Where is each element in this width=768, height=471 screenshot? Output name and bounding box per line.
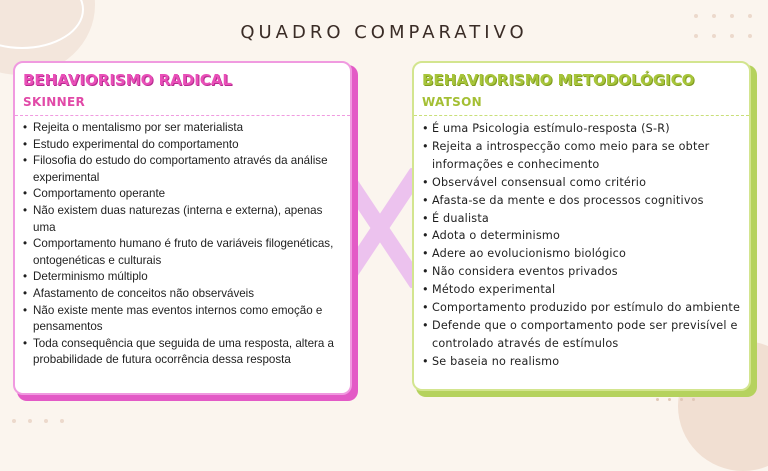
list-item: • Não considera eventos privados [422,263,743,281]
right-card-list [414,120,749,371]
right-card-divider [414,115,749,116]
left-card-title: BEHAVIORISMO RADICAL [23,71,232,89]
left-card-subtitle: SKINNER [23,95,86,109]
list-item: • Não existem duas naturezas (interna e externa), apenas uma [23,203,344,236]
list-item: • É dualista [422,210,743,228]
list-item: • Adota o determinismo [422,227,743,245]
left-card [13,61,352,395]
list-item: • Estudo experimental do comportamento [23,137,344,154]
list-item: • É uma Psicologia estímulo-resposta (S-R) [422,120,743,138]
list-item: • Comportamento produzido por estímulo do ambiente [422,299,743,317]
list-item: • Método experimental [422,281,743,299]
left-card-list [15,120,350,369]
list-item: • Rejeita a introspecção como meio para se obter informações e conhecimento [422,138,743,174]
right-card-header [414,63,749,115]
list-item: • Filosofia do estudo do comportamento através da análise experimental [23,153,344,186]
list-item: • Observável consensual como critério [422,174,743,192]
list-item: • Toda consequência que seguida de uma resposta, altera a probabilidade de futura ocorrência dessa resposta [23,336,344,369]
list-item: • Comportamento humano é fruto de variáveis filogenéticas, ontogenéticas e culturais [23,236,344,269]
right-card-subtitle: WATSON [422,95,482,109]
list-item: • Comportamento operante [23,186,344,203]
page-title: QUADRO COMPARATIVO [240,22,528,43]
list-item: • Afastamento de conceitos não observáveis [23,286,344,303]
left-card-divider [15,115,350,116]
list-item: • Se baseia no realismo [422,353,743,371]
list-item: • Adere ao evolucionismo biológico [422,245,743,263]
list-item: • Rejeita o mentalismo por ser materialista [23,120,344,137]
left-card-header [15,63,350,115]
right-card [412,61,751,391]
list-item: • Não existe mente mas eventos internos como emoção e pensamentos [23,303,344,336]
decorative-dots-bottom-left [12,419,64,423]
list-item: • Determinismo múltiplo [23,269,344,286]
list-item: • Defende que o comportamento pode ser previsível e controlado através de estímulos [422,317,743,353]
right-card-title: BEHAVIORISMO METODOLÓGICO [422,71,695,89]
list-item: • Afasta-se da mente e dos processos cognitivos [422,192,743,210]
